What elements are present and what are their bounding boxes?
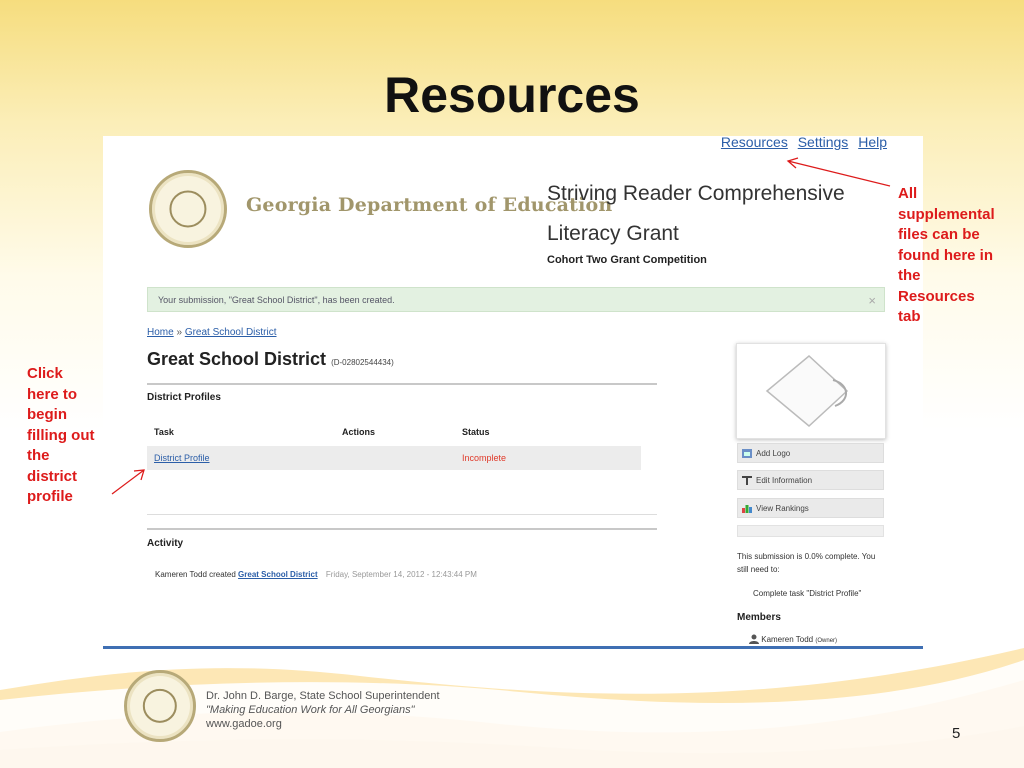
annotation-right: All supplemental files can be found here in the Resources tab (898, 185, 995, 325)
completion-text: This submission is 0.0% complete. You still need to: (737, 552, 876, 574)
annotation-left: Click here to begin filling out the district profile (27, 365, 95, 505)
breadcrumb-home-link[interactable]: Home (147, 327, 174, 338)
view-rankings-button[interactable]: View Rankings (737, 498, 884, 518)
footer-text (206, 689, 440, 731)
member-entry: Kameren Todd (Owner) (749, 634, 837, 644)
competition-subtitle: Cohort Two Grant Competition (547, 254, 707, 266)
settings-link[interactable]: Settings (797, 136, 849, 150)
resources-link[interactable]: Resources (720, 136, 788, 150)
activity-timestamp: Friday, September 14, 2012 - 12:43:44 PM (325, 570, 477, 579)
footer-website: www.gadoe.org (206, 718, 282, 730)
activity-entry: Kameren Todd created Great School District Friday, September 14, 2012 - 12:43:44 PM (155, 570, 477, 579)
slide-title: Resources (384, 67, 640, 123)
grant-title: Striving Reader Comprehensive Literacy Grant (547, 182, 845, 245)
page-title: Great School District (D-02802544434) (147, 349, 394, 369)
footer-slogan: "Making Education Work for All Georgians" (206, 704, 415, 716)
section-heading-activity: Activity (147, 538, 184, 549)
breadcrumb: Home » Great School District (147, 327, 277, 338)
add-logo-button[interactable]: Add Logo (737, 443, 884, 463)
edit-information-button[interactable]: Edit Information (737, 470, 884, 490)
section-heading-profiles: District Profiles (147, 392, 221, 403)
column-header-task: Task (154, 427, 174, 437)
page-number: 5 (952, 725, 961, 742)
activity-target-link[interactable]: Great School District (238, 570, 318, 579)
help-link[interactable]: Help (858, 136, 887, 150)
status-badge: Incomplete (462, 453, 507, 463)
column-header-status: Status (462, 427, 490, 437)
close-icon[interactable]: × (868, 293, 876, 308)
arrow-to-resources (788, 161, 890, 186)
footer-superintendent: Dr. John D. Barge, State School Superintendent (206, 690, 440, 702)
members-heading: Members (737, 612, 781, 623)
district-id: (D-02802544434) (331, 358, 394, 367)
footer-seal-logo (124, 670, 196, 742)
alert-message: Your submission, "Great School District", has been created. (158, 295, 395, 305)
column-header-actions: Actions (342, 427, 376, 437)
district-profile-link[interactable]: District Profile (154, 453, 210, 463)
org-name: Georgia Department of Education (246, 194, 613, 216)
breadcrumb-district-link[interactable]: Great School District (184, 327, 277, 338)
todo-item: Complete task "District Profile" (753, 589, 862, 598)
arrow-to-district-profile (112, 470, 144, 494)
